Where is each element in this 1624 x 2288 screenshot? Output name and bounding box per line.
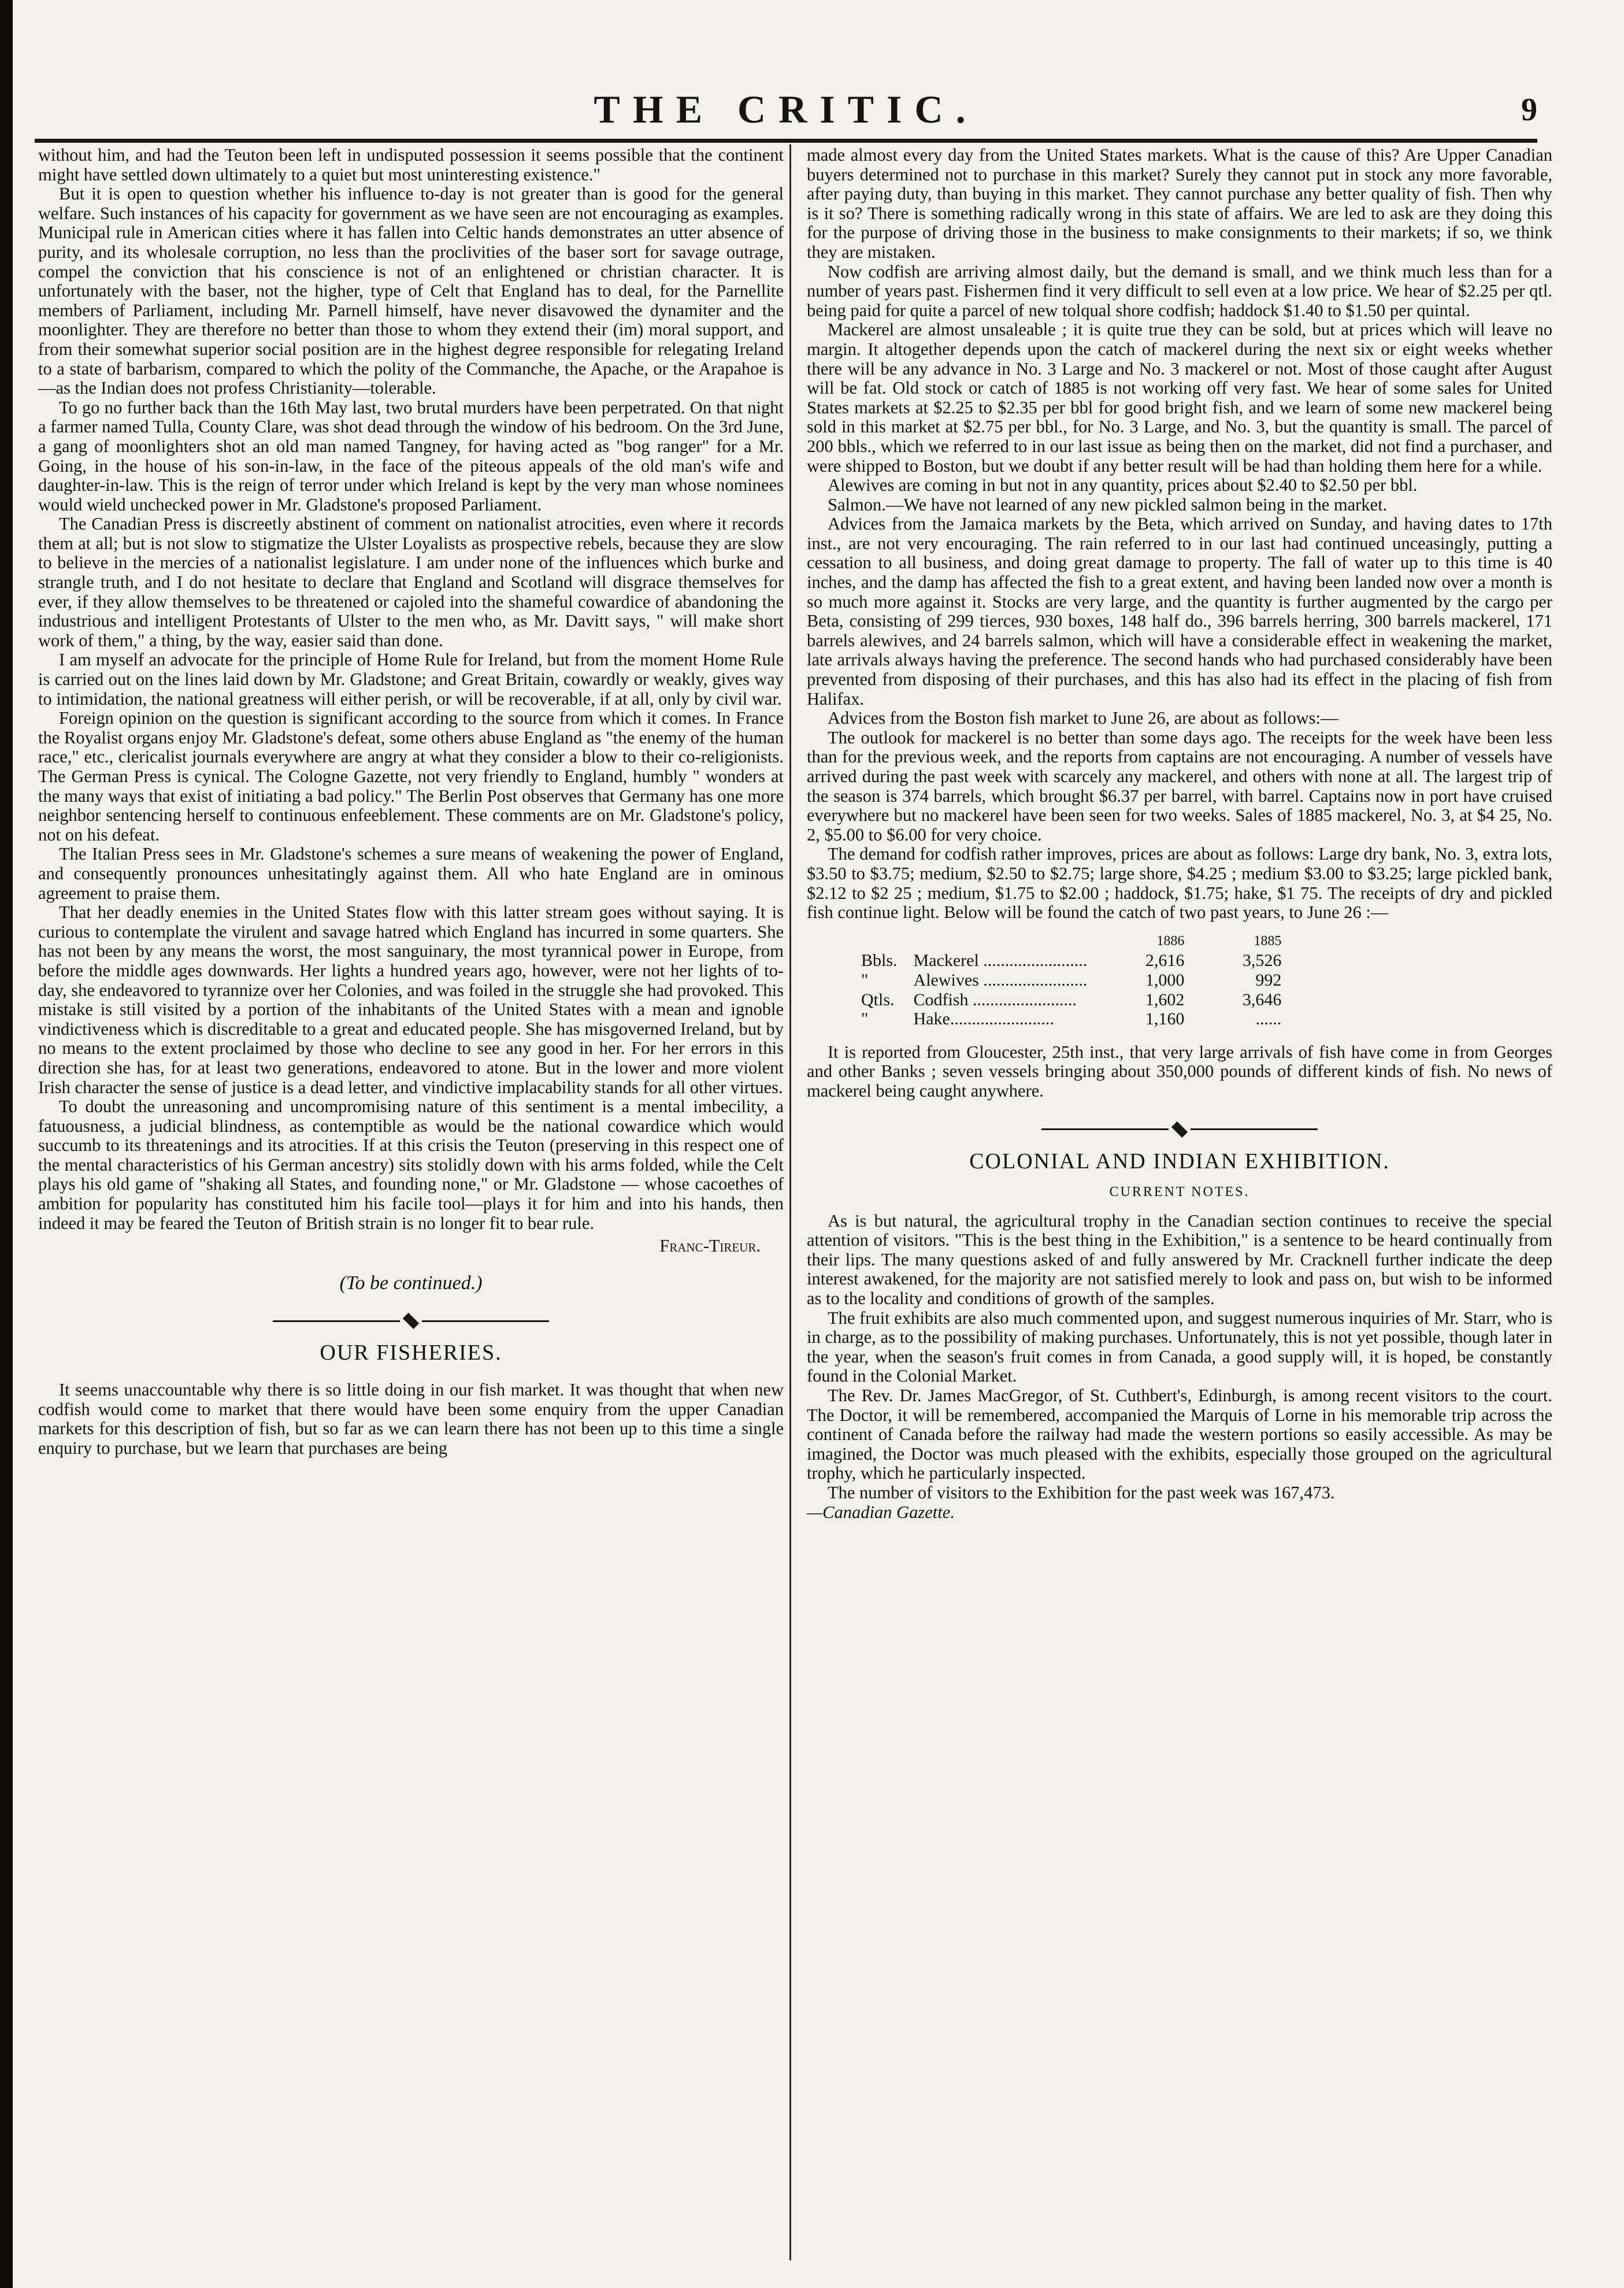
- value-cell: ......: [1255, 1009, 1282, 1029]
- left-column: [38, 146, 784, 1458]
- paragraph: without him, and had the Teuton been left in undisputed possession it seems possible that the continent might have settled down ultimately to a quiet but most uninteresting existence.": [38, 145, 784, 184]
- value-cell: 1,160: [1145, 1009, 1185, 1029]
- paragraph: The Canadian Press is discreetly abstinent of comment on nationalist atrocities, even where it records them at all; but is not slow to stigmatize the Ulster Loyalists as prospective rebels, because they are slow to believe in the mercies of a nationalist legislature. I am under none of the influences which burke and strangle truth, and I do not hesitate to declare that England and Scotland will disgrace themselves for ever, if they allow themselves to be threatened or cajoled into the shameful cowardice of abandoning the industrious and intelligent Protestants of Ulster to the men who, as Mr. Davitt says, " will make short work of them," a thing, by the way, easier said than done.: [38, 514, 784, 650]
- paragraph: Mackerel are almost unsaleable ; it is quite true they can be sold, but at prices which will leave no margin. It altogether depends upon the catch of mackerel during the next six or eight weeks whether there will be any advance in No. 3 Large and No. 3 mackerel or not. Most of those caught after August will be fat. Old stock or catch of 1885 is not working off very fast. We hear of some sales for United States markets at $2.25 to $2.35 per bbl for good bright fish, and we learn of some new mackerel being sold in this market at $2.75 per bbl., for No. 3 Large, and No. 3, but the quantity is small. The parcel of 200 bbls., which we referred to in our last issue as being then on the market, did not find a purchaser, and were shipped to Boston, but we doubt if any better result will be had than holding them here for a while.: [807, 320, 1552, 476]
- paragraph: Now codfish are arriving almost daily, but the demand is small, and we think much less than for a number of years past. Fishermen find it very difficult to sell even at a low price. We hear of $2.25 per qtl. being paid for quite a parcel of new tolqual shore codfish; haddock $1.40 to $1.50 per quintal.: [807, 261, 1552, 320]
- fisheries-heading: OUR FISHERIES.: [320, 1341, 502, 1365]
- year-header: 1885: [1254, 933, 1282, 949]
- paragraph: As is but natural, the agricultural trophy in the Canadian section continues to receive the special attention of visitors. "This is the best thing in the Exhibition," is a sentence to be heard continually from their lips. The many questions asked of and fully answered by Mr. Cracknell further indicate the deep interest awakened, for the majority are not satisfied merely to look and pass on, but wish to be informed as to the locality and conditions of growth of the samples.: [807, 1210, 1552, 1309]
- exhibition-subheading: CURRENT NOTES.: [1109, 1184, 1250, 1200]
- paragraph: Alewives are coming in but not in any quantity, prices about $2.40 to $2.50 per bbl.: [828, 475, 1418, 495]
- page-number: 9: [1521, 92, 1537, 128]
- paragraph: To go no further back than the 16th May last, two brutal murders have been perpetrated. On that night a farmer named Tulla, County Clare, was shot dead through the window of his bedroom. On the 3rd June, a gang of moonlighters shot an old man named Tangney, for having acted as "bog ranger" for a Mr. Going, in the house of his son-in-law, in the face of the piteous appeals of the old man's wife and daughter-in-law. This is the reign of terror under which Ireland is kept by the very man whose nominees would wield unchecked power in Mr. Gladstone's proposed Parliament.: [38, 397, 784, 514]
- table-header-row: [853, 932, 1289, 952]
- unit-cell: ": [861, 970, 869, 990]
- source-credit: —Canadian Gazette.: [807, 1502, 955, 1522]
- publication-title: THE CRITIC.: [594, 87, 978, 131]
- author-signature: Franc-Tireur.: [659, 1236, 761, 1256]
- section-ornament: [807, 1119, 1552, 1129]
- paragraph: I am myself an advocate for the principle of Home Rule for Ireland, but from the moment Home Rule is carried out on the lines laid down by Mr. Gladstone; and Great Britain, cowardly or weakly, gives way to intimidation, the national greatness will either perish, or will be recoverable, if at all, only by civil war.: [38, 650, 784, 709]
- item-cell: Codfish ........................: [913, 990, 1077, 1009]
- paragraph: The demand for codfish rather improves, prices are about as follows: Large dry bank, No. 3, extra lots, $3.50 to $3.75; medium, $2.50 to $2.75; large shore, $4.25 ; medium $3.00 to $3.25; large pickled bank, $2.12 to $2 25 ; medium, $1.75 to $2.00 ; haddock, $1.75; hake, $1 75. The receipts of dry and pickled fish continue light. Below will be found the catch of two past years, to June 26 :—: [807, 844, 1552, 923]
- paragraph: That her deadly enemies in the United States flow with this latter stream goes without saying. It is curious to contemplate the virulent and savage hatred which England has incurred in some quarters. She has not been by any means the worst, the most sanguinary, the most tyrannical power in Europe, from before the middle ages downwards. Her lights a hundred years ago, however, were not her lights of to-day, she endeavored to tyrannize over her Colonies, and was foiled in the struggle she had provoked. This mistake is still visited by a portion of the inhabitants of the United States with a mean and ignoble vindictiveness which is discreditable to a great and educated people. She has misgoverned Ireland, but by no means to the extent proclaimed by those who decline to see any good in her. For her errors in this direction she has, for at least two generations, endeavored to atone. But in the lower and more violent Irish character the sense of justice is a dead letter, and vindictive implacability stands for all other virtues.: [38, 902, 784, 1097]
- unit-cell: Qtls.: [861, 990, 895, 1009]
- section-ornament: [38, 1310, 784, 1320]
- item-cell: Alewives ........................: [913, 970, 1088, 990]
- paragraph: But it is open to question whether his influence to-day is not greater than is good for the general welfare. Such instances of his capacity for government as we have seen are not encouraging as examples. Municipal rule in American cities where it has fallen into Celtic hands demonstrates an utter absence of purity, and its wholesale corruption, no less than the proclivities of the baser sort for savage outrage, compel the conviction that his conscience is not of an enlightened or christian character. It is unfortunately with the baser, not the higher, type of Celt that England has to deal, for the Parnellite members of Parliament, including Mr. Parnell himself, have never disavowed the dynamiter and the moonlighter. They are therefore no better than those to whom they extend their (im) moral support, and from their somewhat superior social position are in the highest degree responsible for relegating Ireland to a state of barbarism, compared to which the polity of the Commanche, the Apache, or the Arapahoe is—as the Indian does not profess Christianity—tolerable.: [38, 184, 784, 398]
- exhibition-heading: COLONIAL AND INDIAN EXHIBITION.: [969, 1149, 1390, 1173]
- paragraph: To doubt the unreasoning and uncompromising nature of this sentiment is a mental imbecility, a fatuousness, a judicial blindness, as contemptible as would be the national cowardice which would succumb to its threatenings and its atrocities. If at this crisis the Teuton (preserving in this respect one of the mental characteristics of his German ancestry) sits stolidly down with his arms folded, while the Celt plays his old game of "shaking all States, and founding none," or Mr. Gladstone — whose cacoethes of ambition for popularity has constituted him his facile tool—plays it for him and into his hands, then indeed it may be feared the Teuton of British strain is no longer fit to bear rule.: [38, 1097, 784, 1233]
- value-cell: 992: [1255, 970, 1282, 990]
- masthead: [35, 87, 1537, 139]
- item-cell: Hake........................: [913, 1009, 1054, 1029]
- paragraph: Foreign opinion on the question is significant according to the source from which it comes. In France the Royalist organs enjoy Mr. Gladstone's defeat, some others abuse England as "the enemy of the human race," etc., clericalist journals everywhere are angry at what they consider a blow to their co-religionists. The German Press is cynical. The Cologne Gazette, not very friendly to England, humbly " wonders at the many ways that exist of initiating a bad policy." The Berlin Post observes that Germany has one more neighbor sentencing herself to continuous enfeeblement. These comments are on Mr. Gladstone's policy, not on his defeat.: [38, 708, 784, 845]
- table-row: [853, 990, 1289, 1010]
- paragraph: The Italian Press sees in Mr. Gladstone's schemes a sure means of weakening the power of England, and consequently pronounces unhesitatingly against them. All who hate England are in ominous agreement to praise them.: [38, 844, 784, 903]
- value-cell: 3,646: [1242, 990, 1282, 1009]
- paragraph: It is reported from Gloucester, 25th inst., that very large arrivals of fish have come in from Georges and other Banks ; seven vessels bringing about 350,000 pounds of different kinds of fish. No news of mackerel being caught anywhere.: [807, 1042, 1552, 1101]
- value-cell: 1,602: [1145, 990, 1185, 1009]
- paragraph: The number of visitors to the Exhibition for the past week was 167,473.: [828, 1483, 1335, 1502]
- paragraph: Advices from the Jamaica markets by the Beta, which arrived on Sunday, and having dates to 17th inst., are not very encouraging. The rain referred to in our last had continued unceasingly, putting a cessation to all business, and doing great damage to property. The fall of water up to this time is 40 inches, and the damp has affected the fish to a great extent, and having been landed now over a month is so much more against it. Stocks are very large, and the quantity is further augmented by the cargo per Beta, consisting of 299 tierces, 930 boxes, 148 half do., 396 barrels herring, 300 barrels mackerel, 171 barrels alewives, and 24 barrels salmon, which will have a considerable effect in weakening the market, late arrivals always having the preference. The second hands who had purchased considerably have been prevented from disposing of their purchases, and this has also had its effect in the placing of fish from Halifax.: [807, 514, 1552, 709]
- catch-table: [853, 932, 1289, 1029]
- value-cell: 1,000: [1145, 970, 1185, 990]
- paragraph: The Rev. Dr. James MacGregor, of St. Cuthbert's, Edinburgh, is among recent visitors to the court. The Doctor, it will be remembered, accompanied the Marquis of Lorne in his memorable trip across the continent of Canada before the railway had made the western portions so easily accessible. As may be imagined, the Doctor was much pleased with the exhibits, especially those grouped on the agricultural trophy, which he particularly inspected.: [807, 1386, 1552, 1483]
- value-cell: 3,526: [1242, 951, 1282, 971]
- year-header: 1886: [1156, 933, 1185, 949]
- table-row: [853, 951, 1289, 971]
- paragraph: The fruit exhibits are also much commented upon, and suggest numerous inquiries of Mr. Starr, who is in charge, as to the possibility of making purchases. Unfortunately, this is not yet possible, though later in the year, when the season's fruit comes in from Canada, a good supply will, it is hoped, be constantly found in the Colonial Market.: [807, 1308, 1552, 1386]
- paragraph: It seems unaccountable why there is so little doing in our fish market. It was thought that when new codfish would come to market that there would have been some enquiry from the upper Canadian markets for this description of fish, but so far as we can learn there has not been up to this time a single enquiry to purchase, but we learn that purchases are being: [38, 1380, 784, 1458]
- paragraph: made almost every day from the United States markets. What is the cause of this? Are Upper Canadian buyers determined not to purchase in this market? Surely they cannot put in stock any more favorable, after paying duty, than buying in this market. They cannot purchase any better quality of fish. Then why is it so? There is something radically wrong in this state of affairs. We are led to ask are they doing this for the purpose of driving those in the business to make consignments to their markets; if so, we think they are mistaken.: [807, 145, 1552, 262]
- paragraph: Advices from the Boston fish market to June 26, are about as follows:—: [828, 708, 1338, 728]
- unit-cell: ": [861, 1009, 869, 1029]
- right-column: [807, 146, 1552, 1522]
- column-divider: [789, 145, 791, 2260]
- page-binding-edge: [0, 0, 13, 2288]
- table-row: [853, 1009, 1289, 1029]
- paragraph: Salmon.—We have not learned of any new pickled salmon being in the market.: [828, 494, 1388, 514]
- unit-cell: Bbls.: [861, 951, 898, 971]
- continued-note: (To be continued.): [339, 1272, 483, 1294]
- header-rule: [35, 139, 1537, 143]
- paragraph: The outlook for mackerel is no better than some days ago. The receipts for the week have been less than for the previous week, and the reports from captains are not encouraging. A number of vessels have arrived during the past week with scarcely any mackerel, and others with none at all. The largest trip of the season is 374 barrels, which brought $6.37 per barrel, with barrel. Captains now in port have cruised everywhere but no mackerel have been seen for two weeks. Sales of 1885 mackerel, No. 3, at $4 25, No. 2, $5.00 to $6.00 for very choice.: [807, 727, 1552, 845]
- item-cell: Mackerel ........................: [913, 951, 1088, 971]
- value-cell: 2,616: [1145, 951, 1185, 971]
- table-row: [853, 971, 1289, 990]
